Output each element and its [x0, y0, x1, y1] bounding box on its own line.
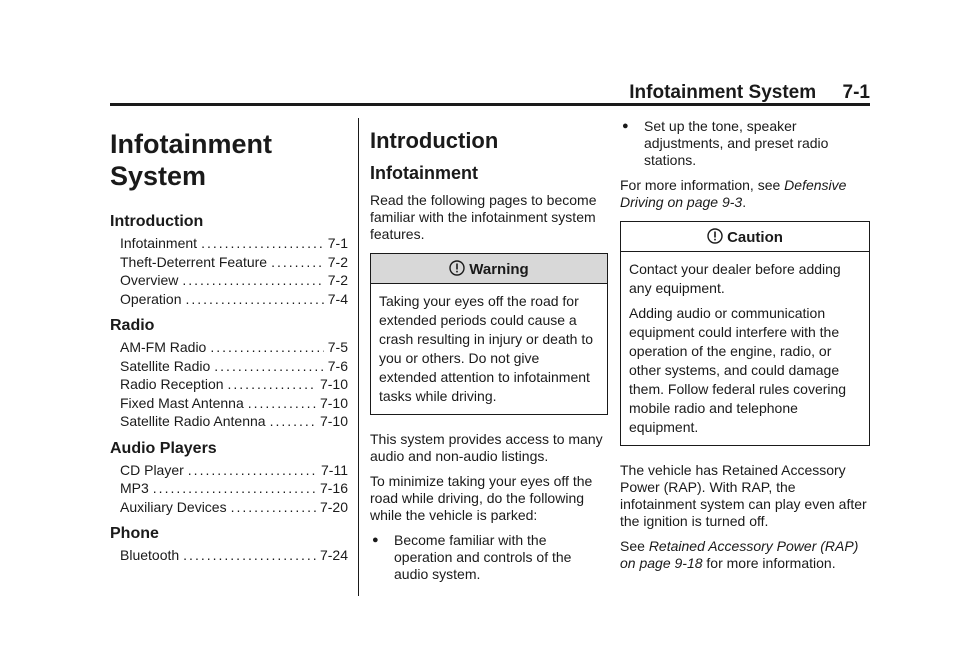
- body-paragraph: [620, 177, 870, 211]
- warning-label: Warning: [469, 261, 529, 278]
- bullet-item: [370, 532, 608, 583]
- chapter-title: [110, 128, 348, 192]
- warning-header: [371, 254, 607, 284]
- toc-leader: [214, 357, 323, 376]
- section-title: Introduction: [370, 128, 499, 153]
- toc-heading: Introduction: [110, 213, 204, 230]
- toc-entry[interactable]: [110, 338, 348, 357]
- toc-entry-page: 7-5: [327, 339, 348, 355]
- toc-entry-label: Auxiliary Devices: [120, 498, 227, 515]
- caution-body: [621, 252, 869, 445]
- toc-entry-page: 7-2: [327, 253, 348, 270]
- body-paragraph: To minimize taking your eyes off the road while driving, do the following while the vehicle is parked:: [370, 473, 593, 523]
- toc-entry[interactable]: [110, 234, 348, 253]
- caution-text: Contact your dealer before adding any equipment.: [629, 261, 841, 296]
- ref-prefix: For more information, see: [620, 177, 785, 193]
- bullet-icon: ●: [622, 120, 629, 132]
- toc-entry-page: 7-16: [319, 480, 348, 496]
- toc-entry-page: 7-4: [327, 290, 348, 307]
- toc-leader: [228, 375, 316, 394]
- caution-box: [620, 221, 870, 446]
- toc-section-audio-players: [110, 439, 348, 517]
- toc-entry-label: Satellite Radio: [120, 357, 211, 374]
- chapter-title-line-1: Infotainment: [110, 129, 272, 159]
- toc-entry[interactable]: [110, 394, 348, 413]
- caution-text: Adding audio or communication equipment could interfere with the operation of the engine, radio, or other systems, and could damage them. Follow federal rules covering mobile radio and telephone equipment.: [629, 305, 847, 435]
- bullet-text: Set up the tone, speaker adjustments, and preset radio stations.: [644, 118, 829, 168]
- toc-leader: [201, 234, 324, 253]
- toc-entry-page: 7-11: [321, 461, 348, 478]
- toc-entry-page: 7-10: [319, 394, 348, 411]
- toc-section-radio: [110, 316, 348, 431]
- toc-entry-page: 7-10: [319, 376, 348, 392]
- header-title: [629, 82, 870, 104]
- caution-header: [621, 222, 869, 252]
- toc-entry[interactable]: [110, 498, 348, 517]
- toc-column: [110, 118, 348, 573]
- header-section: Infotainment System: [629, 82, 817, 103]
- intro-paragraph: Read the following pages to become familiar with the infotainment system features.: [370, 192, 597, 242]
- caution-label: Caution: [727, 229, 783, 246]
- toc-entry[interactable]: [110, 290, 348, 309]
- toc-entry[interactable]: [110, 461, 348, 480]
- toc-leader: [188, 461, 317, 480]
- toc-entry-label: MP3: [120, 480, 149, 496]
- toc-entry-label: Overview: [120, 272, 179, 288]
- toc-entry[interactable]: [110, 375, 348, 394]
- ref-prefix: See: [620, 538, 649, 554]
- bullet-item: [620, 118, 870, 169]
- toc-entry-page: 7-2: [327, 272, 348, 288]
- warning-box: [370, 253, 608, 415]
- bullet-text: Become familiar with the operation and controls of the audio system.: [394, 532, 572, 582]
- content-column-2: [370, 118, 608, 591]
- subsection-title: Infotainment: [370, 163, 478, 183]
- body-paragraph: [620, 538, 870, 572]
- cross-reference-link[interactable]: Retained Accessory Power (RAP) on page 9-18: [620, 538, 859, 571]
- warning-text: Taking your eyes off the road for extended periods could cause a crash resulting in injury or death to you or others. Do not give extended attention to infotainment tasks while driving.: [379, 293, 593, 404]
- toc-heading: Phone: [110, 525, 159, 542]
- toc-entry[interactable]: [110, 479, 348, 498]
- toc-leader: [270, 412, 316, 431]
- ref-suffix: for more information.: [702, 555, 836, 571]
- content-column-3: [620, 118, 870, 580]
- toc-entry-label: Bluetooth: [120, 547, 180, 563]
- toc-leader: [153, 479, 316, 498]
- toc-heading: Audio Players: [110, 439, 217, 457]
- toc-leader: [182, 271, 323, 290]
- toc-entry-label: Fixed Mast Antenna: [120, 394, 244, 411]
- ref-suffix: .: [742, 194, 747, 210]
- toc-entry[interactable]: [110, 546, 348, 565]
- cross-reference-link[interactable]: Defensive Driving on page 9-3: [620, 177, 847, 210]
- toc-entry-page: 7-24: [319, 547, 348, 563]
- toc-section-phone: [110, 524, 348, 565]
- column-divider: [358, 118, 359, 596]
- toc-section-introduction: [110, 212, 348, 308]
- toc-entry[interactable]: [110, 271, 348, 290]
- toc-leader: [183, 546, 316, 565]
- toc-entry-label: Theft-Deterrent Feature: [120, 253, 268, 270]
- toc-leader: [271, 253, 324, 272]
- bullet-icon: ●: [372, 534, 379, 546]
- toc-leader: [185, 290, 323, 309]
- toc-leader: [248, 394, 316, 413]
- toc-entry-label: Radio Reception: [120, 376, 224, 392]
- toc-entry-label: AM-FM Radio: [120, 339, 207, 355]
- header-page-number: 7-1: [842, 82, 870, 103]
- toc-entry-label: Infotainment: [120, 235, 198, 251]
- toc-entry-label: Satellite Radio Antenna: [120, 413, 266, 429]
- warning-icon: [449, 260, 465, 276]
- toc-entry[interactable]: [110, 412, 348, 431]
- toc-leader: [231, 498, 316, 517]
- toc-entry-label: Operation: [120, 290, 182, 307]
- toc-leader: [210, 338, 323, 357]
- body-paragraph: The vehicle has Retained Accessory Power (RAP). With RAP, the infotainment system can play even after the ignition is turned off.: [620, 462, 867, 529]
- toc-entry-page: 7-6: [327, 357, 348, 374]
- chapter-title-line-2: System: [110, 161, 207, 191]
- toc-heading: Radio: [110, 317, 155, 334]
- caution-icon: [707, 228, 723, 244]
- body-paragraph: This system provides access to many audio and non-audio listings.: [370, 431, 603, 464]
- header-rule: [110, 103, 870, 106]
- toc-entry-page: 7-1: [327, 235, 348, 251]
- warning-body: [371, 284, 607, 414]
- toc-entry-page: 7-10: [319, 413, 348, 429]
- toc-entry-label: CD Player: [120, 461, 184, 478]
- toc-entry[interactable]: [110, 357, 348, 376]
- toc-entry-page: 7-20: [319, 498, 348, 515]
- toc-entry[interactable]: [110, 253, 348, 272]
